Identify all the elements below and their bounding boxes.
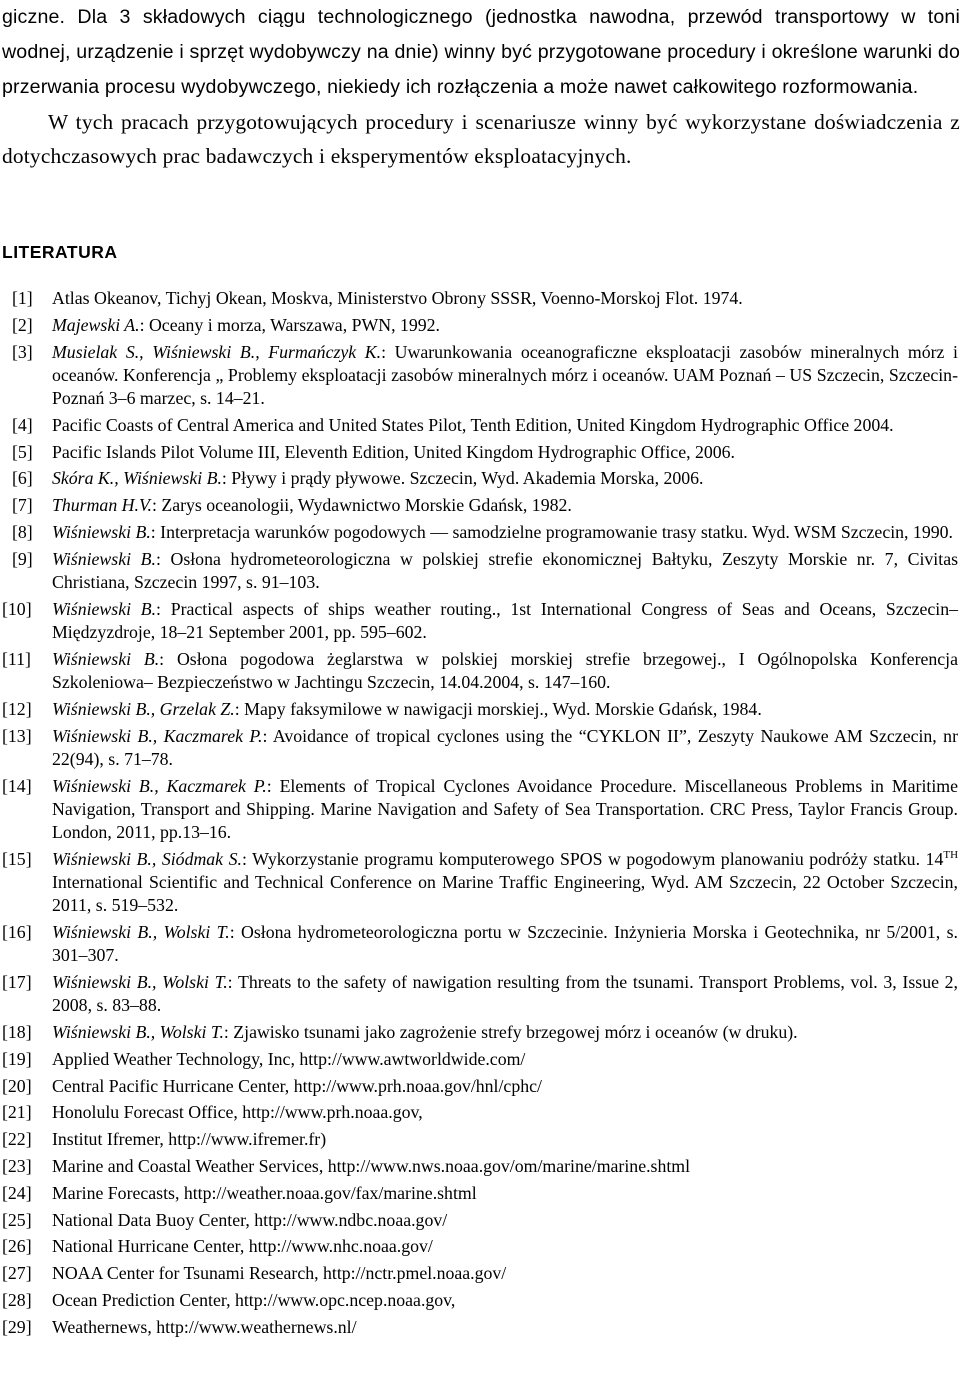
reference-item — [0, 521, 958, 544]
reference-text — [52, 521, 958, 544]
reference-number: [15] — [2, 848, 32, 869]
reference-number: [27] — [2, 1263, 32, 1284]
reference-number: [6] — [12, 468, 33, 489]
reference-text — [52, 848, 958, 918]
reference-author: Musielak S., Wiśniewski B., Furmańczyk K. — [52, 341, 382, 362]
reference-number: [25] — [2, 1209, 32, 1230]
reference-number: [23] — [2, 1155, 32, 1176]
reference-author: Skóra K., Wiśniewski B. — [52, 468, 222, 489]
reference-number: [2] — [12, 314, 33, 335]
reference-body: : Wykorzystanie programu komputerowego SPOS w pogodowym planowaniu podróży statku. 14 — [241, 848, 944, 869]
reference-text — [52, 648, 958, 694]
reference-body: Ocean Prediction Center, http://www.opc.ncep.noaa.gov, — [52, 1289, 456, 1310]
reference-author: Wiśniewski B., Grzelak Z. — [52, 698, 235, 719]
reference-number: [14] — [2, 775, 32, 796]
reference-item — [0, 698, 958, 721]
references-heading: LITERATURA — [2, 242, 118, 262]
reference-item — [0, 848, 958, 918]
reference-number: [13] — [2, 725, 32, 746]
reference-item — [0, 1235, 958, 1258]
reference-body: : Osłona hydrometeorologiczna portu w Szczecinie. Inżynieria Morska i Geotechnika, nr 5/2001, s. 301–307. — [52, 921, 958, 966]
reference-item — [0, 1128, 958, 1151]
reference-body: Pacific Coasts of Central America and United States Pilot, Tenth Edition, United Kingdom Hydrographic Office 2004. — [52, 414, 894, 435]
reference-author: Wiśniewski B., Kaczmarek P. — [52, 775, 267, 796]
reference-body: : Pływy i prądy pływowe. Szczecin, Wyd. Akademia Morska, 2006. — [221, 468, 704, 489]
reference-item — [0, 971, 958, 1017]
reference-item — [0, 775, 958, 845]
reference-number: [26] — [2, 1236, 32, 1257]
reference-text — [52, 1316, 958, 1339]
reference-item — [0, 1316, 958, 1339]
reference-body: National Data Buoy Center, http://www.ndbc.noaa.gov/ — [52, 1209, 448, 1230]
reference-number: [16] — [2, 921, 32, 942]
reference-number: [5] — [12, 441, 33, 462]
reference-item — [0, 287, 958, 310]
reference-text — [52, 441, 958, 464]
reference-number: [3] — [12, 341, 33, 362]
reference-item — [0, 467, 958, 490]
reference-body: : Uwarunkowania oceanograficzne eksploatacji zasobów mineralnych mórz i oceanów. Konferencja „ Problemy eksploatacji zasobów mineralnych mórz i oceanów. UAM Poznań – US Szczecin, Szczecin-Poznań 3–6 marzec, s. 14–21. — [52, 341, 958, 408]
reference-item — [0, 1101, 958, 1124]
reference-author: Wiśniewski B. — [52, 648, 160, 669]
reference-text — [52, 287, 958, 310]
reference-author: Wiśniewski B., Wolski T. — [52, 921, 230, 942]
reference-body: : Osłona pogodowa żeglarstwa w polskiej morskiej strefie brzegowej., I Ogólnopolska Konferencja Szkoleniowa– Bezpieczeństwo w Jachtingu Szczecin, 14.04.2004, s. 147–160. — [52, 648, 959, 692]
reference-item — [0, 1182, 958, 1205]
reference-item — [0, 598, 958, 644]
reference-text — [52, 775, 958, 845]
reference-text — [52, 1101, 958, 1124]
reference-item — [0, 725, 958, 771]
reference-item — [0, 314, 958, 337]
reference-text — [52, 921, 958, 967]
references-list — [0, 287, 958, 1343]
reference-text — [52, 314, 958, 337]
reference-body: : Threats to the safety of nawigation resulting from the tsunami. Transport Problems, vol. 3, Issue 2, 2008, s. 83–88. — [52, 971, 959, 1016]
reference-body: : Avoidance of tropical cyclones using the “CYKLON II”, Zeszyty Naukowe AM Szczecin, nr 22(94), s. 71–78. — [52, 725, 958, 769]
reference-number: [9] — [12, 548, 33, 569]
reference-item — [0, 1155, 958, 1178]
reference-item — [0, 441, 958, 464]
reference-number: [10] — [2, 598, 32, 619]
intro-paragraph-1: giczne. Dla 3 składowych ciągu technologicznego (jednostka nawodna, przewód transportowy w toni wodnej, urządzenie i sprzęt wydobywczy na dnie) winny być przygotowane procedury i określone warunki do przerwania procesu wydobywczego, niekiedy ich rozłączenia a może nawet całkowitego rozformowania. — [2, 6, 960, 98]
reference-body: Marine and Coastal Weather Services, http://www.nws.noaa.gov/om/marine/marine.shtml — [52, 1155, 691, 1176]
reference-body: Weathernews, http://www.weathernews.nl/ — [52, 1316, 357, 1337]
reference-item — [0, 921, 958, 967]
reference-item — [0, 1048, 958, 1071]
reference-text — [52, 494, 958, 517]
reference-body: Institut Ifremer, http://www.ifremer.fr) — [52, 1129, 327, 1150]
reference-body: Marine Forecasts, http://weather.noaa.gov/fax/marine.shtml — [52, 1182, 477, 1203]
reference-body: Applied Weather Technology, Inc, http://www.awtworldwide.com/ — [52, 1048, 526, 1069]
intro-paragraph-2: W tych pracach przygotowujących procedury i scenariusze winny być wykorzystane doświadczenia z dotychczasowych prac badawczych i eksperymentów eksploatacyjnych. — [2, 110, 960, 168]
reference-author: Thurman H.V. — [52, 495, 152, 516]
reference-text — [52, 341, 958, 411]
reference-text — [52, 1209, 958, 1232]
reference-text — [52, 1182, 958, 1205]
reference-body: Central Pacific Hurricane Center, http://www.prh.noaa.gov/hnl/cphc/ — [52, 1075, 542, 1096]
reference-number: [21] — [2, 1102, 32, 1123]
reference-text — [52, 1128, 958, 1151]
reference-author: Wiśniewski B. — [52, 548, 156, 569]
reference-item — [0, 1075, 958, 1098]
reference-number: [29] — [2, 1316, 32, 1337]
reference-item — [0, 548, 958, 594]
reference-body: Atlas Okeanov, Tichyj Okean, Moskva, Ministerstvo Obrony SSSR, Voenno-Morskoj Flot. 1974. — [52, 288, 743, 308]
reference-body: NOAA Center for Tsunami Research, http://nctr.pmel.noaa.gov/ — [52, 1263, 507, 1284]
reference-body: : Practical aspects of ships weather routing., 1st International Congress of Seas and Oceans, Szczecin–Międzyzdroje, 18–21 September 2001, pp. 595–602. — [52, 598, 958, 642]
reference-text — [52, 1289, 958, 1312]
reference-author: Majewski A. — [52, 314, 140, 335]
reference-body: Pacific Islands Pilot Volume III, Eleventh Edition, United Kingdom Hydrographic Office, 2006. — [52, 441, 735, 462]
reference-text — [52, 1235, 958, 1258]
reference-body: : Zjawisko tsunami jako zagrożenie strefy brzegowej mórz i oceanów (w druku). — [223, 1021, 798, 1042]
reference-number: [19] — [2, 1048, 32, 1069]
reference-number: [24] — [2, 1182, 32, 1203]
reference-text — [52, 1155, 958, 1178]
reference-number: [12] — [2, 698, 32, 719]
reference-text — [52, 1021, 958, 1044]
reference-body-continued: International Scientific and Technical Conference on Marine Traffic Engineering, Wyd. AM Szczecin, 22 October Szczecin, 2011, s. 519–532. — [52, 871, 958, 916]
reference-item — [0, 414, 958, 437]
reference-number: [4] — [12, 414, 33, 435]
reference-number: [7] — [12, 495, 33, 516]
reference-body: National Hurricane Center, http://www.nhc.noaa.gov/ — [52, 1236, 433, 1257]
reference-number: [11] — [2, 648, 31, 669]
reference-number: [28] — [2, 1289, 32, 1310]
reference-text — [52, 698, 958, 721]
reference-text — [52, 1075, 958, 1098]
reference-text — [52, 414, 958, 437]
reference-item — [0, 494, 958, 517]
reference-author: Wiśniewski B., Wolski T. — [52, 971, 228, 992]
reference-body: : Oceany i morza, Warszawa, PWN, 1992. — [139, 314, 441, 335]
reference-item — [0, 1262, 958, 1285]
document-page — [0, 0, 960, 173]
reference-author: Wiśniewski B., Kaczmarek P. — [52, 725, 263, 746]
reference-text — [52, 725, 958, 771]
reference-text — [52, 467, 958, 490]
reference-number: [20] — [2, 1075, 32, 1096]
reference-author: Wiśniewski B., Siódmak S. — [52, 848, 242, 869]
reference-body: Honolulu Forecast Office, http://www.prh.noaa.gov, — [52, 1102, 423, 1123]
reference-body: : Osłona hydrometeorologiczna w polskiej strefie ekonomicznej Bałtyku, Zeszyty Morskie nr. 7, Civitas Christiana, Szczecin 1997, s. 91–103. — [52, 548, 959, 592]
reference-author: Wiśniewski B. — [52, 521, 151, 542]
reference-text — [52, 1262, 958, 1285]
reference-author: Wiśniewski B., Wolski T. — [52, 1021, 224, 1042]
reference-text — [52, 971, 958, 1017]
reference-number: [8] — [12, 521, 33, 542]
reference-number: [17] — [2, 971, 32, 992]
reference-text — [52, 548, 958, 594]
reference-text — [52, 598, 958, 644]
reference-author: Wiśniewski B. — [52, 598, 157, 619]
reference-body: : Elements of Tropical Cyclones Avoidance Procedure. Miscellaneous Problems in Maritime Navigation, Transport and Shipping. Marine Navigation and Safety of Sea Transportation. CRC Press, Taylor Francis Group. London, 2011, pp.13–16. — [52, 775, 958, 842]
reference-text — [52, 1048, 958, 1071]
reference-item — [0, 1289, 958, 1312]
reference-body: : Mapy faksymilowe w nawigacji morskiej., Wyd. Morskie Gdańsk, 1984. — [234, 698, 762, 719]
reference-number: [22] — [2, 1129, 32, 1150]
reference-number: [1] — [12, 288, 33, 308]
reference-superscript: TH — [943, 848, 959, 861]
reference-item — [0, 341, 958, 411]
reference-number: [18] — [2, 1021, 32, 1042]
reference-item — [0, 1021, 958, 1044]
reference-item — [0, 1209, 958, 1232]
reference-item — [0, 648, 958, 694]
reference-body: : Zarys oceanologii, Wydawnictwo Morskie Gdańsk, 1982. — [151, 495, 572, 516]
reference-body: : Interpretacja warunków pogodowych — samodzielne programowanie trasy statku. Wyd. WSM Szczecin, 1990. — [150, 521, 953, 542]
